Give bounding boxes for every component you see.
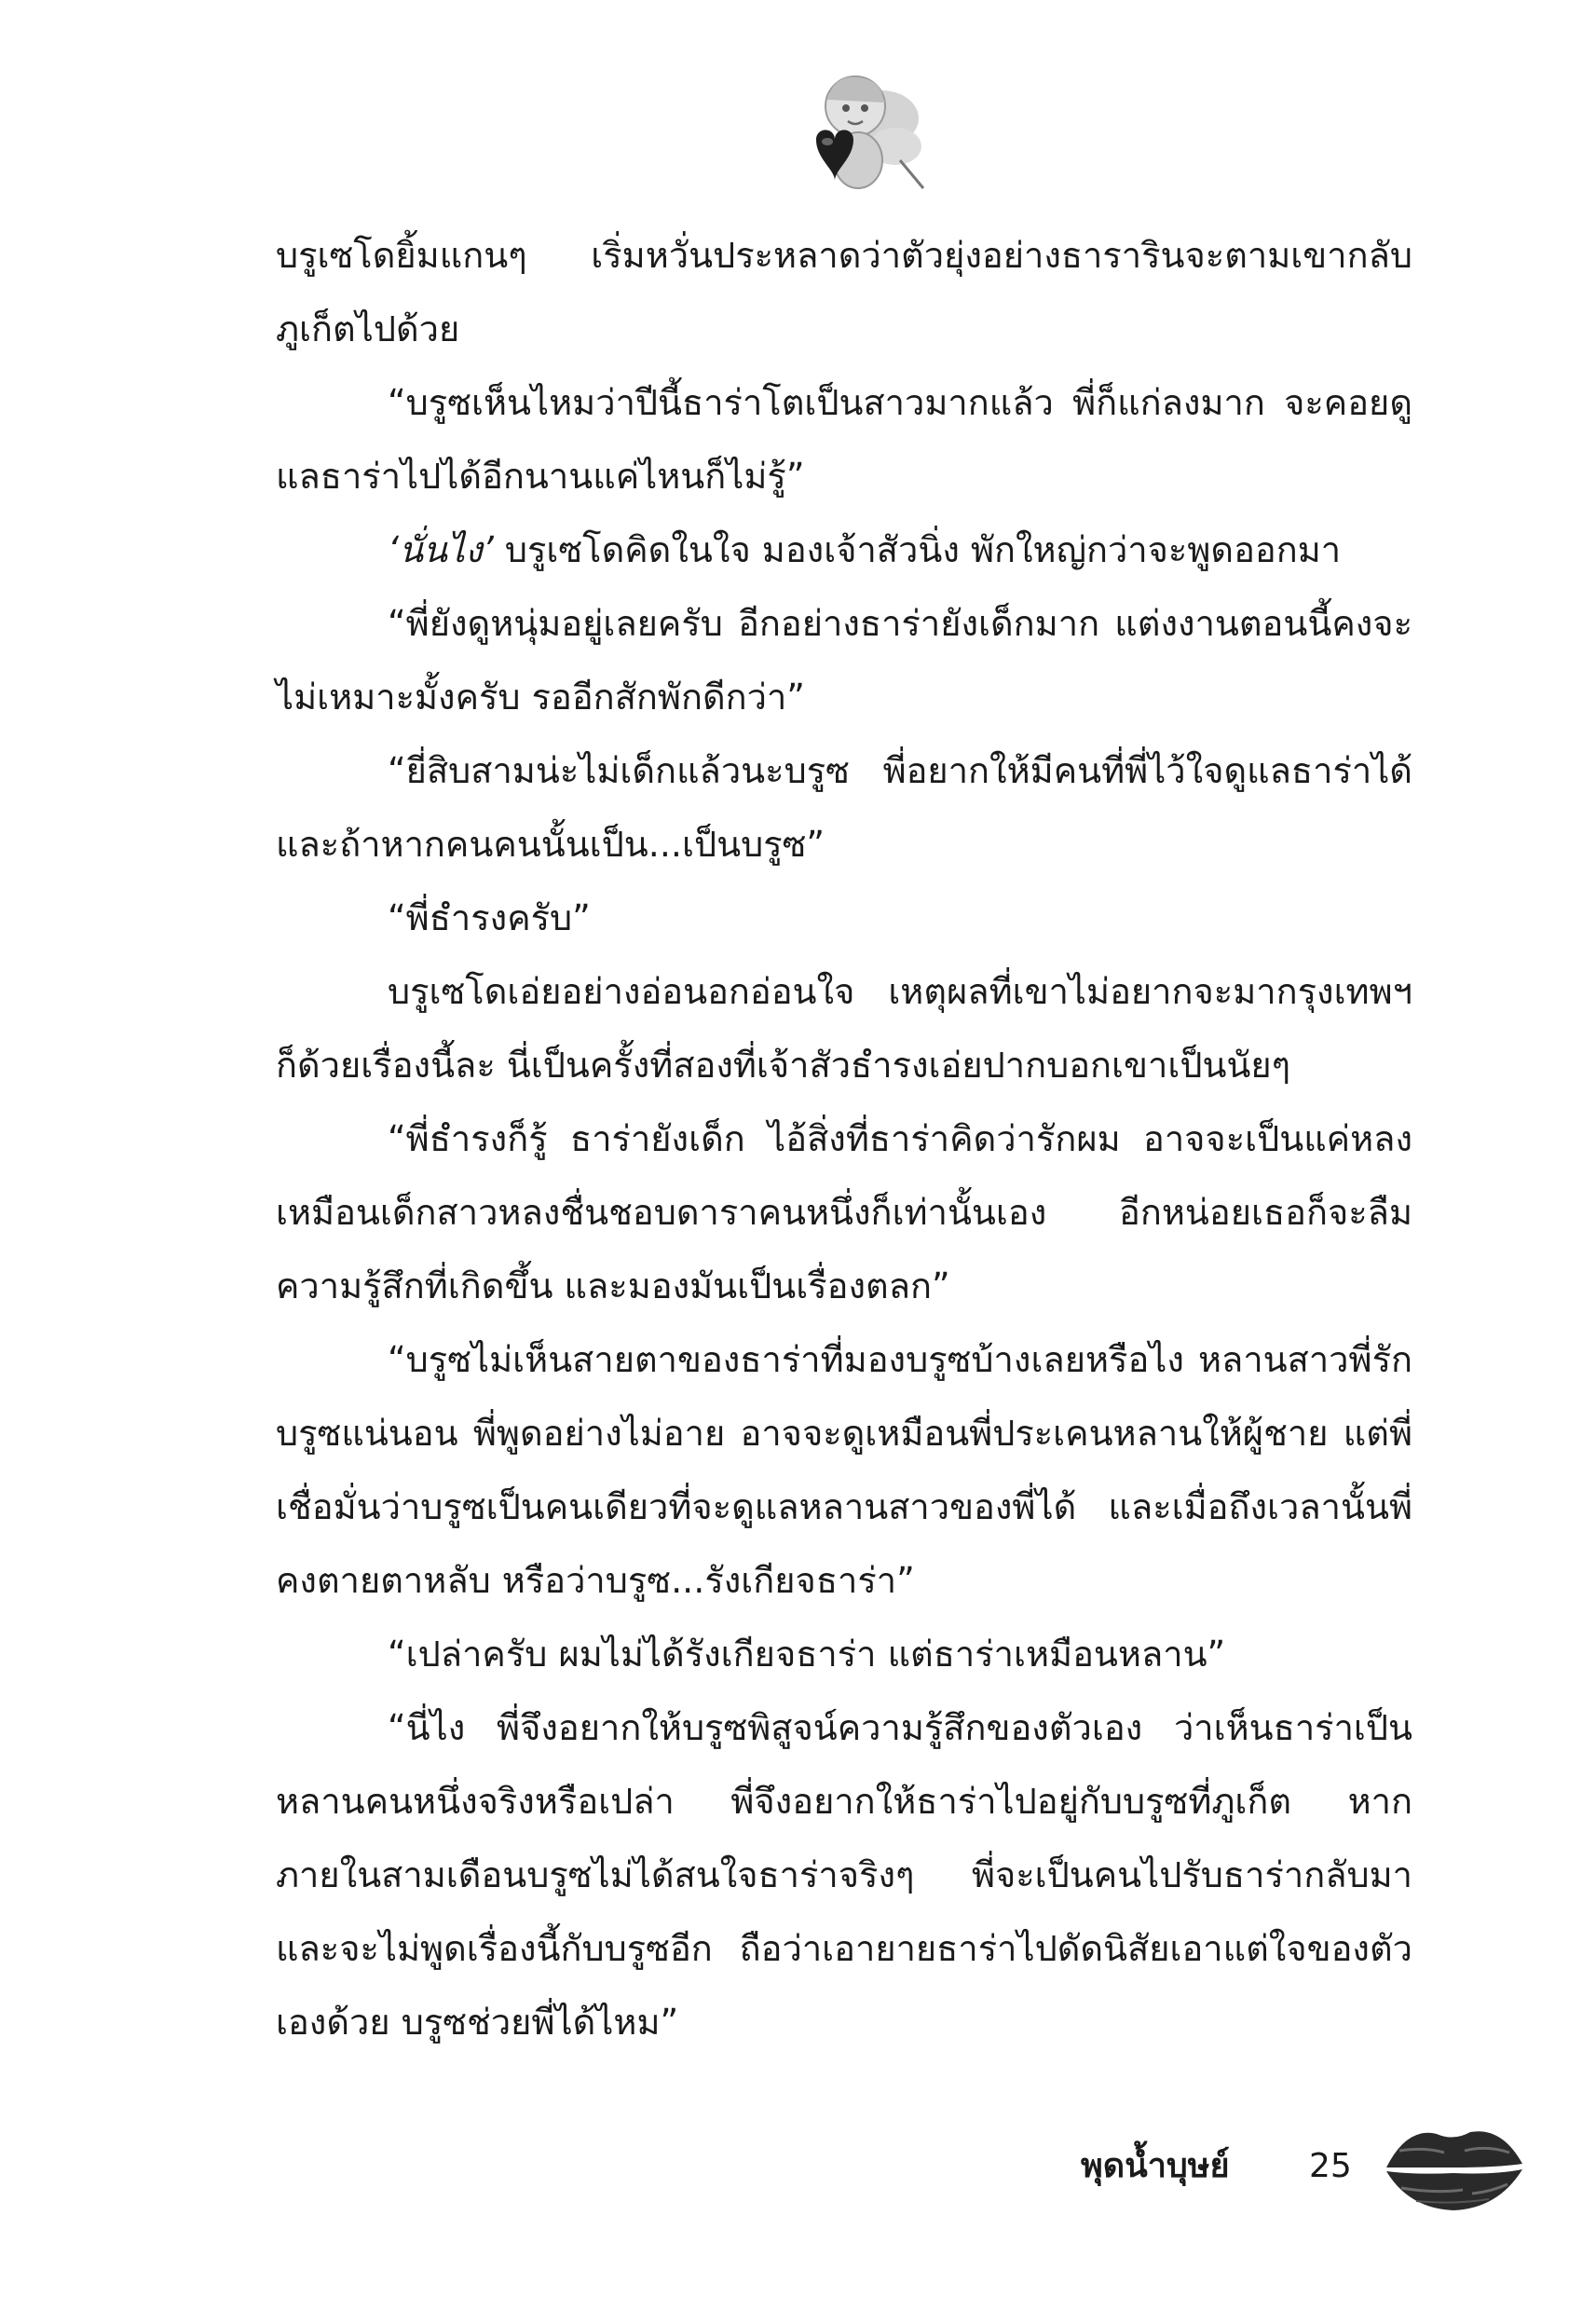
paragraph: “บรูซเห็นไหมว่าปีนี้ธาร่าโตเป็นสาวมากแล้ว พี่ก็แก่ลงมาก จะคอยดูแลธาร่าไปได้อีกนานแค่ไหนก็ไม่รู้”: [276, 382, 1412, 497]
paragraph: “พี่ธำรงก็รู้ ธาร่ายังเด็ก ไอ้สิ่งที่ธาร่าคิดว่ารักผม อาจจะเป็นแค่หลงเหมือนเด็กสาวหลงชื่นชอบดาราคนหนึ่งก็เท่านั้นเอง อีกหน่อยเธอก็จะลืมความรู้สึกที่เกิดขึ้น และมองมันเป็นเรื่องตลก”: [276, 1118, 1412, 1306]
page-number: 25: [1309, 2147, 1352, 2185]
paragraph: “เปล่าครับ ผมไม่ได้รังเกียจธาร่า แต่ธาร่าเหมือนหลาน”: [388, 1634, 1226, 1675]
paragraph: “พี่ธำรงครับ”: [388, 897, 591, 938]
body-text: [276, 219, 1412, 2059]
footer-book-title: พุดน้ำบุษย์: [1081, 2147, 1230, 2185]
paragraph: “บรูซไม่เห็นสายตาของธาร่าที่มองบรูซบ้างเลยหรือไง หลานสาวพี่รักบรูซแน่นอน พี่พูดอย่างไม่อาย อาจจะดูเหมือนพี่ประเคนหลานให้ผู้ชาย แต่พี่เชื่อมั่นว่าบรูซเป็นคนเดียวที่จะดูแลหลานสาวของพี่ได้ และเมื่อถึงเวลานั้นพี่คงตายตาหลับ หรือว่าบรูซ...รังเกียจธาร่า”: [276, 1339, 1412, 1601]
paragraph: “นี่ไง พี่จึงอยากให้บรูซพิสูจน์ความรู้สึกของตัวเอง ว่าเห็นธาร่าเป็นหลานคนหนึ่งจริงหรือเปล่า พี่จึงอยากให้ธาร่าไปอยู่กับบรูซที่ภูเก็ต หากภายในสามเดือนบรูซไม่ได้สนใจธาร่าจริงๆ พี่จะเป็นคนไปรับธาร่ากลับมา และจะไม่พูดเรื่องนี้กับบรูซอีก ถือว่าเอายายธาร่าไปดัดนิสัยเอาแต่ใจของตัวเองด้วย บรูซช่วยพี่ได้ไหม”: [276, 1707, 1412, 2043]
paragraph-text: บรูเซโดคิดในใจ มองเจ้าสัวนิ่ง พักใหญ่กว่าจะพูดออกมา: [493, 529, 1342, 570]
lips-kiss-icon: [1379, 2113, 1528, 2216]
cupid-heart-icon: [770, 67, 928, 198]
paragraph: “ยี่สิบสามน่ะไม่เด็กแล้วนะบรูซ พี่อยากให้มีคนที่พี่ไว้ใจดูแลธาร่าได้ และถ้าหากคนคนนั้นเป็น...เป็นบรูซ”: [276, 750, 1412, 865]
paragraph: บรูเซโดยิ้มแกนๆ เริ่มหวั่นประหลาดว่าตัวยุ่งอย่างธารารินจะตามเขากลับภูเก็ตไปด้วย: [276, 235, 1412, 349]
paragraph: [276, 513, 1412, 587]
paragraph: “พี่ยังดูหนุ่มอยู่เลยครับ อีกอย่างธาร่ายังเด็กมาก แต่งงานตอนนี้คงจะไม่เหมาะมั้งครับ รออีกสักพักดีกว่า”: [276, 603, 1412, 718]
italic-thought: ‘นั่นไง’: [388, 529, 494, 570]
paragraph: บรูเซโดเอ่ยอย่างอ่อนอกอ่อนใจ เหตุผลที่เขาไม่อยากจะมากรุงเทพฯ ก็ด้วยเรื่องนี้ละ นี่เป็นครั้งที่สองที่เจ้าสัวธำรงเอ่ยปากบอกเขาเป็นนัยๆ: [276, 971, 1412, 1086]
